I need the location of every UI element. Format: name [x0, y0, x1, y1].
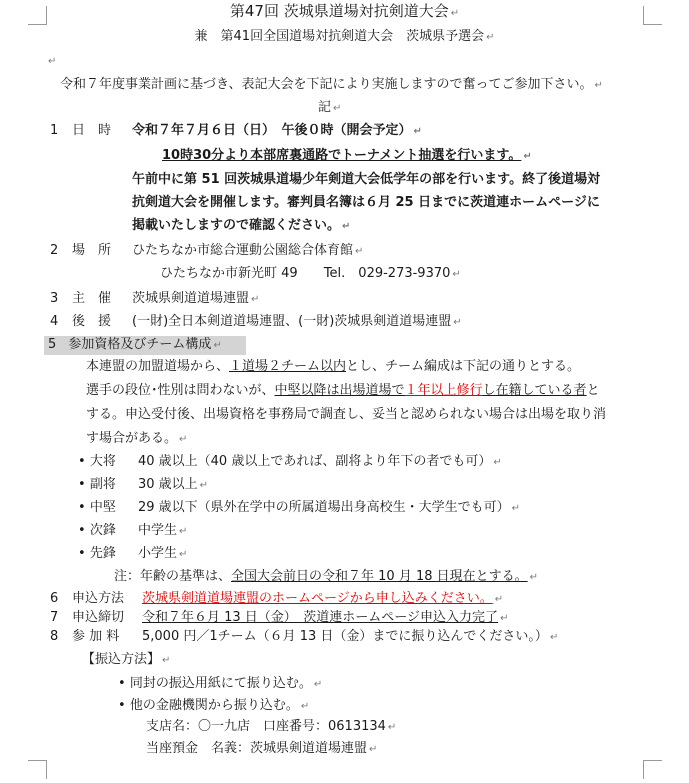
section-3-value: 茨城県剣道道場連盟 ↵	[132, 291, 260, 306]
section-6-value: 茨城県剣道道場連盟のホームページから申し込みください。 ↵	[142, 591, 504, 606]
section-6-number: 6	[50, 591, 59, 606]
age-basis-note: 注：年齢の基準は、全国大会前日の令和７年 10 月 18 日現在とする。 ↵	[114, 569, 539, 584]
payment-heading: 【振込方法】 ↵	[82, 652, 171, 667]
section-7-value: 令和７年６月 13 日（金） 茨道連ホームページ申込入力完了 ↵	[142, 610, 509, 625]
document-title: 第47回 茨城県道場対抗剣道大会 ↵	[229, 2, 460, 20]
section-8-value: 5,000 円／1チーム（６月 13 日（金）までに振り込んでください。） ↵	[142, 629, 559, 644]
section-2-venue: ひたちなか市総合運動公園総合体育館 ↵	[132, 243, 364, 258]
section-8-number: 8	[50, 629, 59, 644]
section-2-number: 2	[50, 243, 59, 258]
section-7-number: 7	[50, 610, 59, 625]
position-item: • 中堅 29 歳以下（県外在学中の所属道場出身高校生・大学生でも可） ↵	[78, 500, 521, 515]
ki-heading: 記 ↵	[318, 100, 342, 115]
section-1-note-line3: 掲載いたしますので確認ください。 ↵	[132, 218, 351, 233]
section-3-number: 3	[50, 291, 59, 306]
page-corner-bottom-right	[643, 760, 662, 779]
position-item: • 副将 30 歳以上 ↵	[78, 477, 209, 492]
section-4-value: (一財)全日本剣道道場連盟、(一財)茨城県剣道道場連盟 ↵	[132, 314, 462, 329]
document-subtitle: 兼 第41回全国道場対抗剣道大会 茨城県予選会 ↵	[194, 29, 495, 44]
position-item: • 次鋒 中学生 ↵	[78, 523, 188, 538]
payment-item: • 他の金融機関から振り込む。 ↵	[118, 698, 310, 713]
empty-paragraph: ↵	[48, 56, 57, 67]
section-1-lottery-note: 10時30分より本部席裏通路でトーナメント抽選を行います。 ↵	[162, 148, 532, 163]
section-1-label: 日 時	[72, 123, 112, 138]
payment-branch: 支店名：〇一九店 口座番号：0613134 ↵	[146, 719, 397, 734]
section-2-address: ひたちなか市新光町 49 Tel. 029-273-9370 ↵	[160, 266, 461, 281]
section-5-paragraph-line2: 選手の段位･性別は問わないが、中堅以降は出場道場で１年以上修行し在籍している者と	[86, 383, 600, 398]
section-4-number: 4	[50, 314, 59, 329]
section-2-tel: Tel. 029-273-9370	[323, 266, 451, 281]
intro-text: 令和７年度事業計画に基づき、表記大会を下記により実施しますので奮ってご参加下さい。 ↵	[60, 77, 603, 92]
section-4-label: 後 援	[72, 314, 112, 329]
section-1-date: 令和７年７月６日（日） 午後０時（開会予定） ↵	[132, 123, 422, 138]
position-item: • 大将 40 歳以上（40 歳以上であれば、副将より年下の者でも可） ↵	[78, 454, 502, 469]
section-5-heading: 5 参加資格及びチーム構成 ↵	[44, 336, 246, 355]
section-8-label: 参 加 料	[72, 629, 120, 644]
section-6-label: 申込方法	[72, 591, 125, 606]
section-1-note-line1: 午前中に第 51 回茨城県道場少年剣道大会低学年の部を行います。終了後道場対	[132, 172, 601, 187]
section-2-label: 場 所	[72, 243, 112, 258]
section-5-paragraph-line1: 本連盟の加盟道場から、１道場２チーム以内とし、チーム編成は下記の通りとする。	[86, 359, 581, 374]
section-5-label: 参加資格及びチーム構成	[68, 337, 212, 352]
payment-item: • 同封の振込用紙にて振り込む。 ↵	[118, 676, 323, 691]
section-5-number: 5	[48, 337, 57, 352]
section-1-note-line2: 抗剣道大会を開催します。審判員名簿は６月 25 日までに茨道連ホームページに	[132, 195, 600, 210]
section-5-paragraph-line4: す場合がある。 ↵	[86, 431, 188, 446]
position-item: • 先鋒 小学生 ↵	[78, 546, 188, 561]
section-1-number: 1	[50, 123, 59, 138]
page-corner-bottom-left	[28, 760, 47, 779]
section-5-paragraph-line3: する。申込受付後、出場資格を事務局で調査し、妥当と認められない場合は出場を取り消	[86, 407, 607, 422]
payment-account: 当座預金 名義：茨城県剣道道場連盟 ↵	[146, 741, 378, 756]
section-3-label: 主 催	[72, 291, 112, 306]
section-7-label: 申込締切	[72, 610, 125, 625]
